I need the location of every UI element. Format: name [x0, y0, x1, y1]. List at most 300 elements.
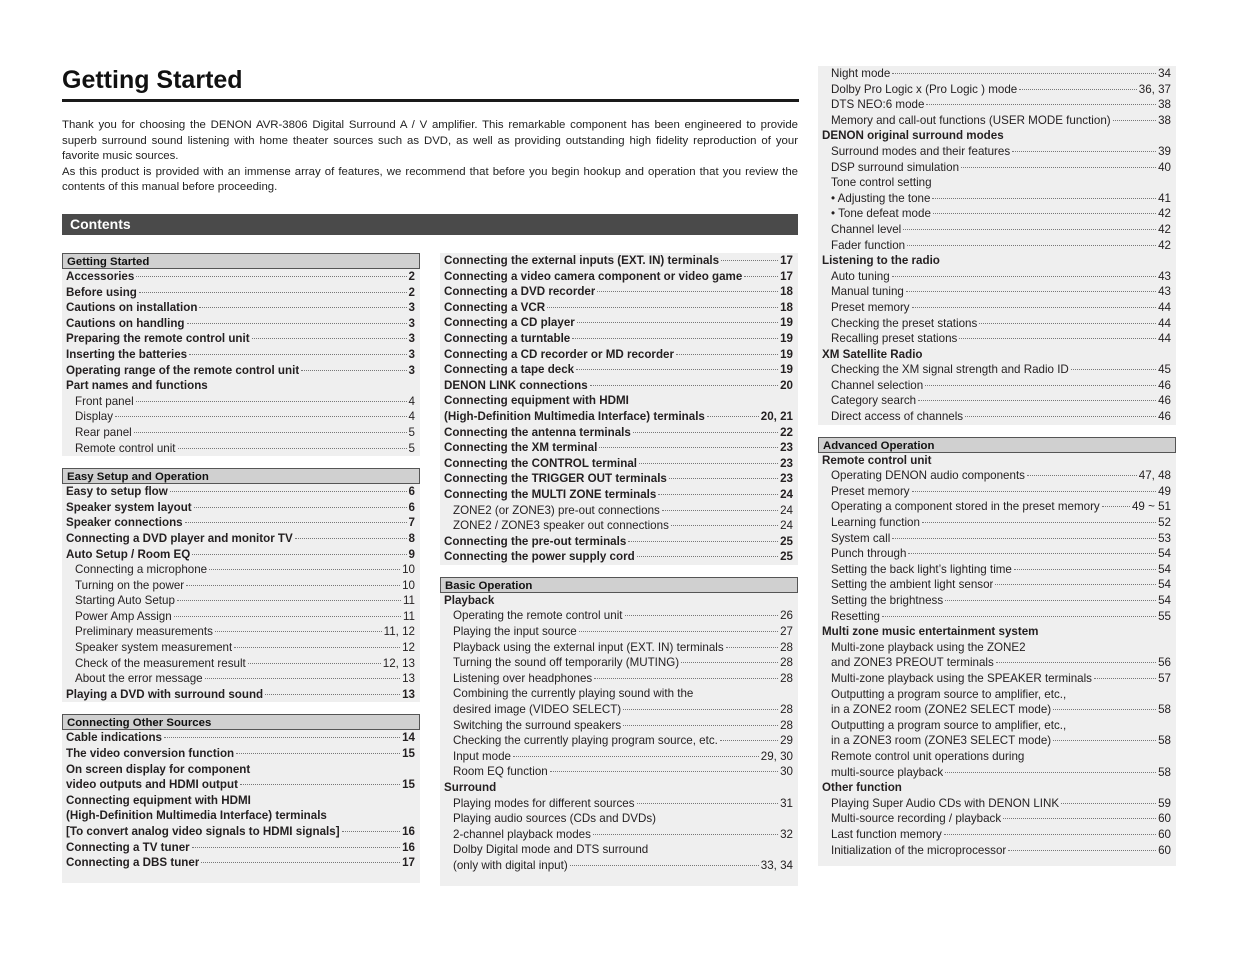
contents-heading: Contents: [62, 214, 798, 235]
toc-entry-title: Manual tuning: [831, 285, 904, 299]
toc-entry-title: in a ZONE2 room (ZONE2 SELECT mode): [831, 703, 1052, 717]
intro-text: [62, 118, 798, 196]
toc-entry-title: Connecting a CD player: [444, 316, 575, 330]
toc-entry-page: 52: [1158, 516, 1171, 530]
toc-entry-page: 36, 37: [1138, 82, 1171, 96]
toc-entry: [440, 347, 798, 363]
toc-entry-title: Input mode: [453, 749, 512, 763]
toc-dot-leader: [209, 569, 400, 570]
toc-entry-title: Cautions on handling: [66, 316, 185, 330]
toc-entry-page: 54: [1158, 562, 1171, 576]
toc-entry-title: Last function memory: [831, 827, 942, 841]
toc-entry-title: Playback using the external input (EXT. IN) terminals: [453, 640, 724, 654]
toc-entry: [62, 425, 420, 441]
toc-entry-title: Channel selection: [831, 378, 924, 392]
toc-entry-page: 58: [1158, 734, 1171, 748]
toc-entry-title: Auto Setup / Room EQ: [66, 547, 191, 561]
toc-entry-page: 27: [780, 625, 793, 639]
toc-entry-line: Outputting a program source to amplifier, etc.,: [831, 687, 1067, 701]
toc-dot-leader: [906, 291, 1156, 292]
toc-entry: [62, 300, 420, 316]
toc-dot-leader: [570, 865, 759, 866]
toc-entry-title: 2-channel playback modes: [453, 827, 591, 841]
toc-entry: [62, 484, 420, 500]
toc-entry-title: Connecting a CD recorder or MD recorder: [444, 347, 674, 361]
toc-entry-title: video outputs and HDMI output: [66, 778, 238, 792]
toc-entry-page: 17: [780, 269, 793, 283]
toc-entry-line: Combining the currently playing sound with the: [453, 687, 694, 701]
toc-entry: [818, 577, 1176, 593]
toc-dot-leader: [194, 507, 407, 508]
toc-entry-page: 20, 21: [760, 409, 793, 423]
toc-dot-leader: [139, 292, 407, 293]
toc-entry-title: Recalling preset stations: [831, 332, 958, 346]
toc-entry-page: 28: [780, 656, 793, 670]
toc-entry-title: Connecting a video camera component or video game: [444, 269, 743, 283]
toc-entry-title: Playing the input source: [453, 625, 577, 639]
toc-dot-leader: [189, 354, 406, 355]
toc-dot-leader: [637, 803, 779, 804]
toc-group-heading: Other function: [822, 781, 902, 795]
toc-entry-title: Cable indications: [66, 731, 162, 745]
toc-entry-title: Connecting a turntable: [444, 331, 571, 345]
toc-section-header: Advanced Operation: [818, 437, 1176, 453]
toc-entry: [440, 718, 798, 734]
toc-dot-leader: [1094, 678, 1156, 679]
toc-entry-page: 23: [780, 456, 793, 470]
toc-entry-title: [To convert analog video signals to HDMI signals]: [66, 825, 340, 838]
toc-entry: [62, 285, 420, 301]
toc-entry: [818, 222, 1176, 238]
section-gap: [62, 456, 420, 468]
toc-entry-page: 19: [780, 363, 793, 377]
toc-entry-page: 26: [780, 609, 793, 623]
toc-section-header: Connecting Other Sources: [62, 714, 420, 730]
toc-entry-page: 5: [408, 425, 415, 439]
toc-entry-title: Checking the currently playing program source, etc.: [453, 734, 718, 748]
toc-entry-page: 11: [402, 609, 415, 623]
toc-entry: [62, 609, 420, 625]
toc-entry-page: 49: [1158, 484, 1171, 498]
toc-entry-title: Multi-source recording / playback: [831, 812, 1002, 826]
toc-entry: [62, 331, 420, 347]
toc-dot-leader: [593, 834, 778, 835]
toc-entry-title: Operating the remote control unit: [453, 609, 623, 623]
toc-entry: [62, 562, 420, 578]
toc-entry-page: 30: [780, 765, 793, 779]
toc-entry-page: 5: [408, 441, 415, 455]
toc-dot-leader: [912, 491, 1156, 492]
toc-entry-title: Playing modes for different sources: [453, 796, 635, 810]
toc-entry-title: Fader function: [831, 238, 906, 252]
toc-dot-leader: [115, 416, 407, 417]
toc-entry: [818, 468, 1176, 484]
toc-entry: [440, 487, 798, 503]
toc-entry: [62, 441, 420, 457]
toc-entry-title: Room EQ function: [453, 765, 548, 779]
toc-dot-leader: [944, 834, 1156, 835]
toc-entry: [440, 671, 798, 687]
toc-entry-page: 24: [780, 519, 793, 533]
toc-entry: [440, 764, 798, 780]
toc-dot-leader: [1061, 803, 1156, 804]
toc-entry-title: multi-source playback: [831, 765, 944, 779]
toc-entry: [62, 656, 420, 672]
toc-entry: [818, 827, 1176, 843]
toc-entry-title: Connecting the MULTI ZONE terminals: [444, 487, 657, 501]
toc-entry: [62, 746, 420, 762]
toc-entry: [440, 749, 798, 765]
toc-entry-page: 44: [1158, 300, 1171, 314]
toc-dot-leader: [136, 276, 406, 277]
toc-entry: [62, 730, 420, 746]
toc-dot-leader: [1113, 120, 1156, 121]
toc-entry-page: 13: [402, 672, 415, 686]
toc-entry: [818, 562, 1176, 578]
toc-entry-title: Learning function: [831, 516, 920, 530]
toc-entry: [62, 347, 420, 363]
toc-entry-page: 2: [408, 270, 415, 283]
toc-dot-leader: [599, 447, 778, 448]
toc-section-header: Easy Setup and Operation: [62, 468, 420, 484]
toc-entry-title: Operating range of the remote control unit: [66, 363, 300, 377]
toc-entry-title: Accessories: [66, 270, 135, 283]
toc-entry-title: Connecting the TRIGGER OUT terminals: [444, 472, 667, 486]
toc-entry-page: 44: [1158, 332, 1171, 346]
toc-entry-page: 25: [780, 534, 793, 548]
toc-entry-page: 13: [402, 687, 415, 701]
toc-entry: [440, 284, 798, 300]
toc-entry-page: 10: [402, 563, 415, 577]
toc-dot-leader: [1012, 151, 1156, 152]
toc-entry-title: Speaker system measurement: [75, 641, 233, 655]
toc-entry-page: 3: [408, 316, 415, 330]
toc-entry-page: 46: [1158, 394, 1171, 408]
toc-entry: [818, 843, 1176, 859]
toc-dot-leader: [170, 491, 407, 492]
toc-entry-title: Preset memory: [831, 484, 910, 498]
toc-dot-leader: [918, 400, 1156, 401]
toc-dot-leader: [961, 167, 1156, 168]
toc-entry: [62, 578, 420, 594]
toc-entry-title: and ZONE3 PREOUT terminals: [831, 656, 994, 670]
toc-entry-page: 19: [780, 347, 793, 361]
toc-entry-page: 47, 48: [1138, 469, 1171, 483]
toc-entry-page: 18: [780, 300, 793, 314]
toc-entry-title: Dolby Pro Logic x (Pro Logic ) mode: [831, 82, 1018, 96]
toc-entry-title: Multi-zone playback using the SPEAKER terminals: [831, 671, 1092, 685]
toc-entry-page: 23: [780, 472, 793, 486]
toc-entry-page: 31: [780, 796, 793, 810]
toc-section-header: Basic Operation: [440, 577, 798, 593]
toc-entry: [62, 269, 420, 285]
toc-entry: [818, 499, 1176, 515]
toc-dot-leader: [234, 647, 400, 648]
toc-entry-title: Inserting the batteries: [66, 347, 188, 361]
toc-entry: [440, 796, 798, 812]
toc-dot-leader: [926, 104, 1156, 105]
toc-entry-title: Remote control unit: [75, 441, 176, 455]
toc-entry-page: 16: [402, 825, 415, 838]
toc-column-2: [440, 253, 798, 886]
toc-dot-leader: [572, 338, 778, 339]
toc-entry-title: Connecting a VCR: [444, 300, 546, 314]
toc-dot-leader: [925, 385, 1156, 386]
toc-entry-title: Easy to setup flow: [66, 485, 168, 499]
toc-entry-title: Turning on the power: [75, 578, 185, 592]
toc-dot-leader: [187, 323, 407, 324]
toc-entry-title: Auto tuning: [831, 269, 890, 283]
toc-dot-leader: [1027, 475, 1137, 476]
toc-entry: [818, 733, 1176, 749]
toc-entry: [62, 593, 420, 609]
toc-dot-leader: [908, 553, 1156, 554]
toc-entry: [62, 640, 420, 656]
toc-dot-leader: [252, 338, 407, 339]
toc-entry: [62, 363, 420, 379]
toc-entry-title: Speaker connections: [66, 516, 183, 530]
toc-entry-page: 34: [1158, 67, 1171, 80]
toc-entry-page: 28: [780, 718, 793, 732]
toc-dot-leader: [639, 463, 778, 464]
toc-entry-title: DENON LINK connections: [444, 378, 588, 392]
toc-entry: [440, 518, 798, 534]
toc-dot-leader: [192, 554, 406, 555]
toc-dot-leader: [248, 663, 381, 664]
toc-entry-page: 29, 30: [760, 749, 793, 763]
toc-dot-leader: [965, 416, 1156, 417]
toc-entry-title: Preliminary measurements: [75, 625, 213, 639]
toc-dot-leader: [681, 662, 778, 663]
toc-entry-title: Switching the surround speakers: [453, 718, 622, 732]
toc-dot-leader: [892, 276, 1156, 277]
toc-entry-page: 60: [1158, 812, 1171, 826]
toc-dot-leader: [134, 432, 407, 433]
toc-group-heading: Part names and functions: [66, 379, 208, 393]
toc-dot-leader: [547, 307, 778, 308]
toc-entry-title: Channel level: [831, 222, 902, 236]
toc-entry: [62, 409, 420, 425]
toc-entry: [818, 238, 1176, 254]
toc-dot-leader: [959, 338, 1156, 339]
toc-dot-leader: [201, 862, 400, 863]
toc-entry-line: Dolby Digital mode and DTS surround: [453, 843, 649, 857]
toc-dot-leader: [192, 847, 400, 848]
toc-dot-leader: [265, 694, 400, 695]
toc-dot-leader: [1008, 850, 1156, 851]
toc-entry-title: Operating DENON audio components: [831, 469, 1025, 483]
toc-entry-page: 18: [780, 285, 793, 299]
toc-dot-leader: [597, 291, 778, 292]
toc-entry-page: 3: [408, 332, 415, 346]
toc-section-header: Getting Started: [62, 253, 420, 269]
toc-entry-page: 20: [780, 378, 793, 392]
toc-entry-title: Category search: [831, 394, 917, 408]
toc-entry: [440, 440, 798, 456]
toc-entry: [440, 655, 798, 671]
toc-entry-title: Punch through: [831, 547, 907, 561]
toc-entry-page: 60: [1158, 843, 1171, 857]
toc-entry: [818, 300, 1176, 316]
toc-dot-leader: [707, 416, 759, 417]
toc-entry: [440, 702, 798, 718]
toc-dot-leader: [623, 709, 778, 710]
toc-entry-page: 2: [408, 285, 415, 299]
toc-entry: [440, 503, 798, 519]
toc-entry-page: 38: [1158, 113, 1171, 127]
toc-dot-leader: [205, 678, 400, 679]
toc-dot-leader: [164, 737, 400, 738]
toc-entry-page: 17: [780, 254, 793, 267]
toc-entry-page: 57: [1158, 671, 1171, 685]
toc-entry-page: 15: [402, 778, 415, 792]
toc-entry: [818, 609, 1176, 625]
toc-entry-page: 39: [1158, 144, 1171, 158]
toc-entry: [818, 393, 1176, 409]
toc-entry-page: 55: [1158, 609, 1171, 623]
toc-dot-leader: [903, 229, 1156, 230]
toc-entry-title: Cautions on installation: [66, 301, 198, 315]
toc-entry: [62, 394, 420, 410]
toc-entry-page: 14: [402, 731, 415, 745]
toc-entry-page: 19: [780, 331, 793, 345]
toc-dot-leader: [671, 525, 778, 526]
toc-dot-leader: [1071, 369, 1156, 370]
toc-dot-leader: [912, 307, 1156, 308]
toc-dot-leader: [1014, 569, 1156, 570]
toc-entry-page: 40: [1158, 160, 1171, 174]
toc-entry: [440, 300, 798, 316]
section-gap: [818, 425, 1176, 437]
toc-dot-leader: [744, 276, 778, 277]
toc-dot-leader: [295, 538, 407, 539]
toc-entry-title: in a ZONE3 room (ZONE3 SELECT mode): [831, 734, 1052, 748]
toc-entry-page: 11, 12: [383, 625, 415, 639]
toc-dot-leader: [240, 784, 400, 785]
toc-entry-page: 24: [780, 503, 793, 517]
toc-entry-line: Tone control setting: [831, 176, 932, 190]
toc-entry: [818, 378, 1176, 394]
toc-entry-page: 24: [780, 487, 793, 501]
toc-entry: [818, 269, 1176, 285]
toc-entry: [818, 144, 1176, 160]
toc-entry-page: 45: [1158, 363, 1171, 377]
toc-dot-leader: [579, 631, 778, 632]
toc-entry-title: Connecting a TV tuner: [66, 840, 190, 854]
toc-dot-leader: [594, 678, 778, 679]
toc-entry-title: Before using: [66, 285, 137, 299]
toc-entry-page: 33, 34: [760, 858, 793, 872]
toc-dot-leader: [892, 538, 1156, 539]
toc-entry-page: 49 ~ 51: [1131, 500, 1171, 514]
toc-entry-title: (High-Definition Multimedia Interface) terminals: [444, 409, 705, 423]
toc-dot-leader: [628, 541, 778, 542]
toc-entry-page: 17: [402, 856, 415, 870]
toc-entry-page: 12, 13: [382, 656, 415, 670]
toc-entry: [818, 546, 1176, 562]
toc-dot-leader: [185, 522, 407, 523]
toc-dot-leader: [726, 647, 778, 648]
toc-entry-title: Rear panel: [75, 425, 132, 439]
toc-entry-line: Playing audio sources (CDs and DVDs): [453, 812, 656, 826]
toc-dot-leader: [633, 432, 778, 433]
toc-entry: [440, 456, 798, 472]
toc-entry-title: DTS NEO:6 mode: [831, 98, 925, 112]
toc-entry: [62, 777, 420, 793]
toc-entry: [818, 66, 1176, 82]
toc-entry-title: Setting the back light’s lighting time: [831, 562, 1012, 576]
toc-entry-page: 41: [1158, 191, 1171, 205]
toc-dot-leader: [933, 213, 1156, 214]
toc-entry-title: Turning the sound off temporarily (MUTING): [453, 656, 680, 670]
toc-entry-title: Operating a component stored in the preset memory: [831, 500, 1100, 514]
toc-entry: [818, 655, 1176, 671]
toc-dot-leader: [669, 478, 778, 479]
toc-entry-page: 9: [408, 547, 415, 561]
toc-entry-title: Connecting the CONTROL terminal: [444, 456, 638, 470]
toc-group-heading: XM Satellite Radio: [822, 347, 923, 361]
toc-entry: [818, 206, 1176, 222]
toc-entry-title: Checking the XM signal strength and Radio ID: [831, 363, 1069, 377]
toc-dot-leader: [1019, 89, 1137, 90]
toc-dot-leader: [342, 831, 401, 832]
toc-entry-title: ZONE2 (or ZONE3) pre-out connections: [453, 503, 660, 517]
toc-dot-leader: [932, 198, 1156, 199]
toc-entry: [818, 113, 1176, 129]
toc-entry: [440, 253, 798, 269]
toc-entry: [440, 534, 798, 550]
toc-entry-title: Display: [75, 410, 114, 424]
toc-column-3: [818, 66, 1176, 866]
toc-entry: [62, 624, 420, 640]
toc-dot-leader: [720, 740, 778, 741]
toc-entry-title: The video conversion function: [66, 747, 235, 761]
toc-dot-leader: [576, 369, 778, 370]
toc-entry: [818, 811, 1176, 827]
toc-group-heading: Listening to the radio: [822, 254, 940, 268]
toc-entry-page: 25: [780, 550, 793, 564]
toc-dot-leader: [662, 510, 778, 511]
toc-entry-title: System call: [831, 531, 891, 545]
toc-entry-page: 6: [408, 485, 415, 499]
toc-entry: [440, 608, 798, 624]
toc-entry: [440, 858, 798, 874]
toc-entry-page: 3: [408, 301, 415, 315]
toc-entry: [818, 593, 1176, 609]
toc-entry-page: 58: [1158, 703, 1171, 717]
toc-entry-title: Connecting a tape deck: [444, 363, 575, 377]
toc-dot-leader: [945, 600, 1156, 601]
toc-entry-title: Speaker system layout: [66, 500, 192, 514]
toc-dot-leader: [623, 725, 778, 726]
toc-entry: [818, 484, 1176, 500]
toc-entry-title: Setting the ambient light sensor: [831, 578, 994, 592]
toc-entry-line: Multi-zone playback using the ZONE2: [831, 640, 1026, 654]
toc-entry-title: Resetting: [831, 609, 880, 623]
toc-entry-page: 23: [780, 441, 793, 455]
toc-entry-page: 10: [402, 578, 415, 592]
toc-entry: [818, 671, 1176, 687]
toc-entry-title: Preparing the remote control unit: [66, 332, 250, 346]
toc-entry-title: Surround modes and their features: [831, 144, 1011, 158]
toc-dot-leader: [177, 600, 401, 601]
toc-entry-page: 3: [408, 347, 415, 361]
toc-entry-title: Connecting the antenna terminals: [444, 425, 631, 439]
toc-dot-leader: [1053, 740, 1156, 741]
toc-entry-page: 43: [1158, 285, 1171, 299]
toc-entry-page: 3: [408, 363, 415, 377]
toc-entry-page: 53: [1158, 531, 1171, 545]
